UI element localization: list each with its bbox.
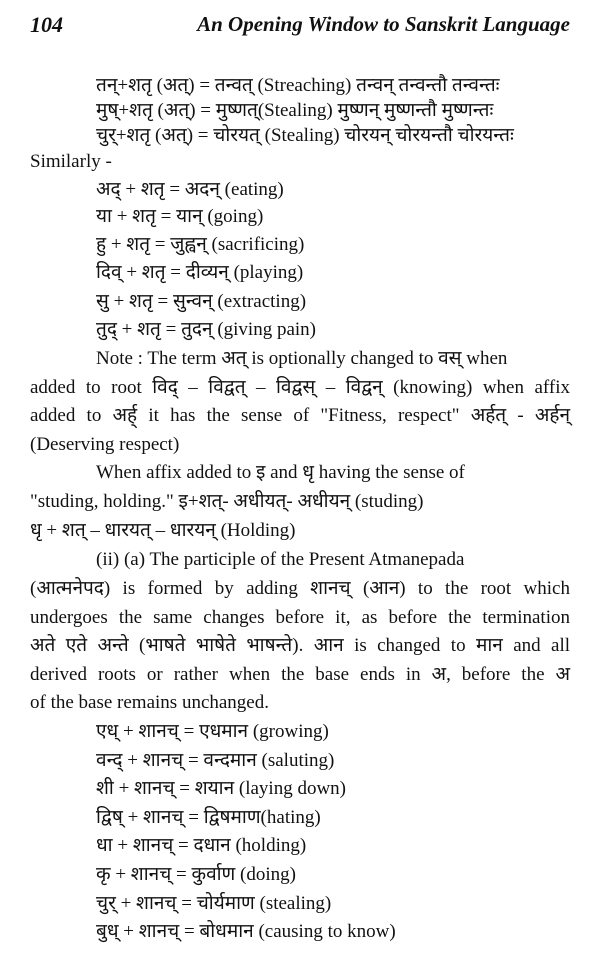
- example-line: धा + शानच् = दधान (holding): [96, 835, 307, 856]
- paragraph-line: (Deserving respect): [30, 434, 180, 455]
- example-line: दिव् + शतृ = दीव्यन् (playing): [96, 262, 304, 283]
- example-line: तन्+शतृ (अत्) = तन्वत् (Streaching) तन्वन् तन्वन्तौ तन्वन्तः: [96, 75, 500, 96]
- paragraph-line: added to अर्ह् it has the sense of "Fitness, respect" अर्हत् - अर्हन्: [30, 405, 570, 426]
- example-line: हु + शतृ = जुह्वन् (sacrificing): [96, 234, 305, 255]
- paragraph-line: (ii) (a) The participle of the Present Atmanepada: [96, 549, 465, 570]
- example-line: या + शतृ = यान् (going): [96, 206, 264, 227]
- example-line: शी + शानच् = शयान (laying down): [96, 778, 346, 799]
- running-title: An Opening Window to Sanskrit Language: [197, 12, 570, 36]
- example-line: सु + शतृ = सुन्वन् (extracting): [96, 291, 307, 312]
- paragraph-line: Note : The term अत् is optionally changed to वस् when: [96, 348, 508, 369]
- page-number: 104: [30, 12, 63, 37]
- example-line: बुध् + शानच् = बोधमान (causing to know): [96, 921, 396, 942]
- example-line: धृ + शत् – धारयत् – धारयन् (Holding): [30, 520, 296, 541]
- paragraph-line: (आत्मनेपद) is formed by adding शानच् (आन) to the root which: [30, 578, 570, 599]
- paragraph-line: When affix added to इ and धृ having the sense of: [96, 462, 465, 483]
- example-line: वन्द् + शानच् = वन्दमान (saluting): [96, 750, 335, 771]
- paragraph-line: of the base remains unchanged.: [30, 692, 269, 713]
- paragraph-line: added to root विद् – विद्वत् – विद्वस् – विद्वन् (knowing) when affix: [30, 377, 570, 398]
- paragraph-line: अते एते अन्ते (भाषते भाषेते भाषन्ते). आन is changed to मान and all: [30, 635, 570, 656]
- paragraph-line: "studing, holding." इ+शत्- अधीयत्- अधीयन् (studing): [30, 491, 424, 512]
- example-line: अद् + शतृ = अदन् (eating): [96, 179, 284, 200]
- paragraph-line: undergoes the same changes before it, as before the termination: [30, 607, 570, 628]
- example-line: चुर्+शतृ (अत्) = चोरयत् (Stealing) चोरयन् चोरयन्तौ चोरयन्तः: [96, 125, 514, 146]
- example-line: तुद् + शतृ = तुदन् (giving pain): [96, 319, 316, 340]
- example-line: चुर् + शानच् = चोर्यमाण (stealing): [96, 893, 332, 914]
- page-header: [30, 12, 570, 42]
- paragraph-line: derived roots or rather when the base ends in अ, before the अ: [30, 664, 570, 685]
- example-line: कृ + शानच् = कुर्वाण (doing): [96, 864, 296, 885]
- example-line: एध् + शानच् = एधमान (growing): [96, 721, 329, 742]
- section-label: Similarly -: [30, 151, 112, 172]
- example-line: मुष्+शतृ (अत्) = मुष्णत्(Stealing) मुष्णन् मुष्णन्तौ मुष्णन्तः: [96, 100, 494, 121]
- example-line: द्विष् + शानच् = द्विषमाण(hating): [96, 807, 321, 828]
